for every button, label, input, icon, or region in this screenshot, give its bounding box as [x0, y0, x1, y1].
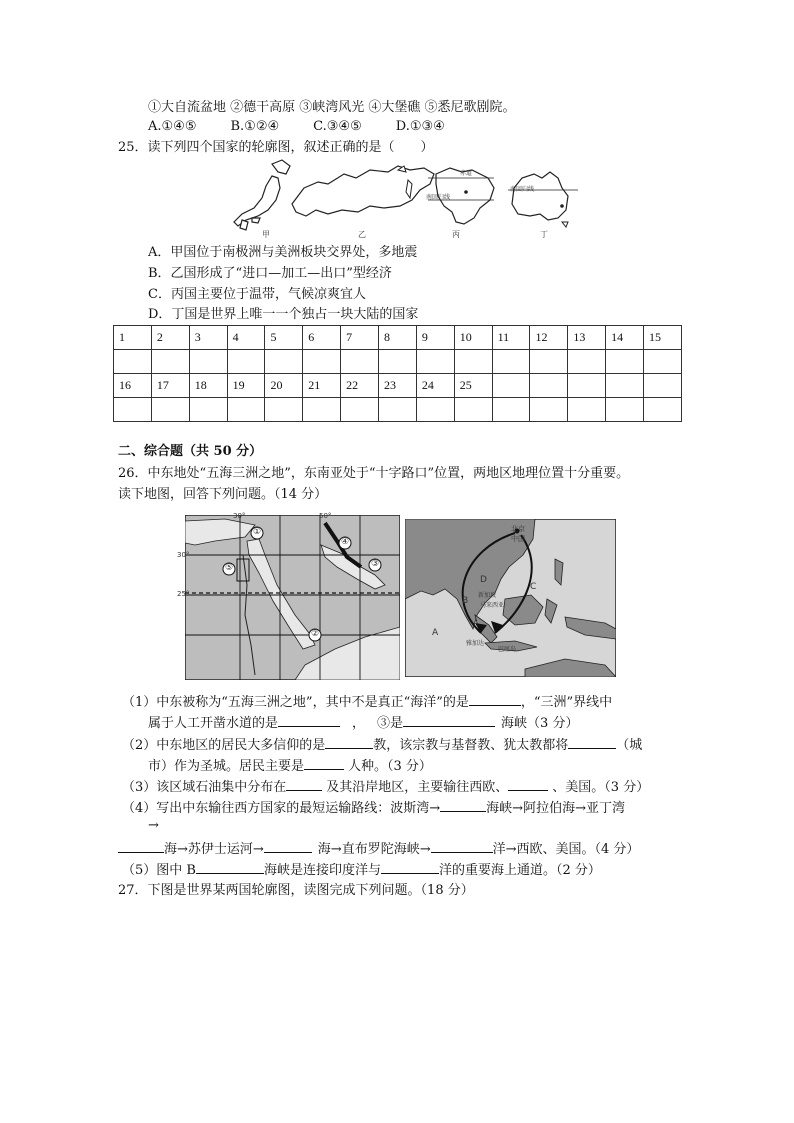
- cell-num: 9: [416, 326, 454, 350]
- answer-cell[interactable]: [114, 350, 152, 374]
- answer-cell[interactable]: [151, 350, 189, 374]
- cell-num: 4: [227, 326, 265, 350]
- cell-num: 2: [151, 326, 189, 350]
- cell-num: [606, 374, 644, 398]
- answer-cell[interactable]: [189, 398, 227, 422]
- answer-cell[interactable]: [568, 350, 606, 374]
- q24-choice-b: B.①②④: [230, 119, 280, 134]
- answer-cell[interactable]: [341, 398, 379, 422]
- answer-cell[interactable]: [416, 350, 454, 374]
- label-d: D: [480, 575, 487, 585]
- lon-label-50: 50°: [319, 512, 332, 520]
- q26-sub5-text-a: （5）图中 B: [122, 863, 196, 878]
- cell-num: [492, 374, 530, 398]
- q26-sub4-line2: [118, 839, 639, 859]
- answer-table: [113, 325, 682, 422]
- middle-east-map: [185, 515, 400, 680]
- cell-num: 1: [114, 326, 152, 350]
- label-jakarta: 雅加达: [466, 640, 485, 647]
- answer-cell: [644, 398, 682, 422]
- lat-label-30: 30°: [177, 551, 190, 559]
- answer-cell[interactable]: [265, 398, 303, 422]
- answer-cell[interactable]: [341, 350, 379, 374]
- answer-cell: [492, 398, 530, 422]
- cell-num: 20: [265, 374, 303, 398]
- q24-options-line: ①大自流盆地 ②德干高原 ③峡湾风光 ④大堡礁 ⑤悉尼歌剧院。: [148, 100, 516, 115]
- blank-not-true-ocean[interactable]: [469, 692, 521, 706]
- q26-sub1-text-f: 海峡（3 分）: [501, 716, 579, 731]
- q26-sub3-line: [122, 777, 649, 797]
- answer-cell[interactable]: [530, 350, 568, 374]
- q26-sub2-text-d: 市）作为圣城。居民主要是: [148, 759, 305, 774]
- blank-strait-3[interactable]: [403, 713, 495, 727]
- marker-4: ④: [341, 537, 350, 547]
- cell-num: [644, 374, 682, 398]
- blank-sea-2[interactable]: [264, 839, 312, 853]
- answer-cell[interactable]: [379, 398, 417, 422]
- lon-label-30: 30°: [233, 512, 246, 520]
- answer-cell[interactable]: [454, 398, 492, 422]
- lat-label-25: 25°: [177, 590, 190, 598]
- cell-num: 10: [454, 326, 492, 350]
- q26-sub1-text-a: （1）中东被称为“五海三洲之地”，其中不是真正“海洋”的是: [122, 695, 469, 710]
- cell-num: 21: [303, 374, 341, 398]
- cell-num: 25: [454, 374, 492, 398]
- q27-stem: 27．下图是世界某两国轮廓图，读图完成下列问题。（18 分）: [118, 883, 474, 898]
- q26-sub4-text-a: （4）写出中东输往西方国家的最短运输路线：波斯湾→: [122, 801, 441, 816]
- cell-num: 7: [341, 326, 379, 350]
- cell-num: 15: [644, 326, 682, 350]
- q26-sub1-text-b: ，“三洲”界线中: [520, 695, 613, 710]
- q26-stem-line2: 读下地图，回答下列问题。（14 分）: [118, 487, 328, 502]
- q26-sub2-line1: [122, 735, 642, 755]
- map-label-yi: 乙: [358, 230, 366, 239]
- blank-religion[interactable]: [325, 735, 373, 749]
- q25-stem: 25．读下列四个国家的轮廓图，叙述正确的是（ ）: [118, 140, 434, 155]
- q26-sub3-text-a: （3）该区域石油集中分布在: [122, 780, 287, 795]
- answer-cell: [530, 398, 568, 422]
- label-bali: 巴厘岛: [498, 646, 517, 653]
- cell-num: 16: [114, 374, 152, 398]
- cell-num: 24: [416, 374, 454, 398]
- blank-artificial-waterway[interactable]: [278, 713, 340, 727]
- blank-strait-b[interactable]: [196, 860, 264, 874]
- cell-num: 22: [341, 374, 379, 398]
- blank-ocean-route[interactable]: [431, 839, 493, 853]
- answer-cell[interactable]: [227, 398, 265, 422]
- blank-ocean-b[interactable]: [381, 860, 439, 874]
- q26-sub2-text-c: （城: [616, 738, 643, 753]
- map-label-jia: 甲: [262, 230, 270, 239]
- answer-table-blank-row-1: [114, 350, 682, 374]
- answer-cell: [568, 398, 606, 422]
- answer-cell[interactable]: [606, 350, 644, 374]
- cell-num: [568, 374, 606, 398]
- q26-sub3-text-b: 及其沿岸地区，主要输往西欧、: [326, 780, 509, 795]
- australia-tropic-label: 南回归线: [510, 186, 535, 193]
- cell-num: 13: [568, 326, 606, 350]
- blank-holy-city[interactable]: [568, 735, 616, 749]
- q26-sub5-text-c: 洋的重要海上通道。（2 分）: [438, 863, 601, 878]
- cell-num: 11: [492, 326, 530, 350]
- cell-num: 8: [379, 326, 417, 350]
- q26-sub4-text-c: 海→苏伊士运河→: [164, 842, 264, 857]
- brazil-tropic-label: 南回归线: [426, 194, 451, 201]
- q25-option-d: D．丁国是世界上唯一一个独占一块大陆的国家: [148, 307, 419, 322]
- q24-choice-d: D.①③④: [395, 119, 445, 134]
- answer-table-number-row-2: [114, 374, 682, 398]
- q26-sub2-text-e: 人种。（3 分）: [348, 759, 432, 774]
- q26-sub2-text-b: 教，该宗教与基督教、犹太教都将: [373, 738, 569, 753]
- q26-sub1-text-d: ，: [352, 716, 366, 731]
- q26-stem-line1: 26．中东地处“五海三洲之地”，东南亚处于“十字路口”位置，两地区地理位置十分重要。: [118, 466, 630, 481]
- answer-table-blank-row-2: [114, 398, 682, 422]
- blank-race[interactable]: [304, 756, 344, 770]
- cell-num: 12: [530, 326, 568, 350]
- answer-cell[interactable]: [114, 398, 152, 422]
- marker-2: ②: [311, 629, 320, 639]
- label-c: C: [530, 582, 537, 592]
- cell-num: 5: [265, 326, 303, 350]
- map-ding-australia: [508, 172, 578, 227]
- answer-cell[interactable]: [379, 350, 417, 374]
- map-jia-japan: [234, 160, 290, 230]
- answer-cell[interactable]: [151, 398, 189, 422]
- map-label-ding: 丁: [540, 230, 548, 239]
- label-singapore: 新加坡: [478, 592, 497, 599]
- cell-num: 14: [606, 326, 644, 350]
- answer-table-number-row-1: [114, 326, 682, 350]
- section2-title: 二、综合题（共 50 分）: [118, 444, 263, 459]
- label-beijing: 北京: [511, 525, 525, 533]
- q26-sub5-text-b: 海峡是连接印度洋与: [263, 863, 381, 878]
- q25-option-a: A．甲国位于南极洲与美洲板块交界处，多地震: [148, 245, 418, 260]
- q25-option-b: B．乙国形成了“进口—加工—出口”型经济: [148, 266, 392, 281]
- q26-sub3-text-c: 、美国。（3 分）: [552, 780, 650, 795]
- blank-sea-1[interactable]: [118, 839, 164, 853]
- map-label-bing: 丙: [452, 230, 460, 239]
- cell-num: 18: [189, 374, 227, 398]
- cell-num: [530, 374, 568, 398]
- q26-sub1-line2: [148, 713, 578, 733]
- marker-5: ⑤: [225, 563, 234, 573]
- blank-strait-route[interactable]: [440, 798, 486, 812]
- cell-num: 23: [379, 374, 417, 398]
- answer-cell[interactable]: [265, 350, 303, 374]
- q26-sub1-line1: [122, 692, 612, 712]
- blank-oil-location[interactable]: [286, 777, 322, 791]
- q26-sub1-text-c: 属于人工开凿水道的是: [148, 716, 279, 731]
- q25-option-c: C．丙国主要位于温带，气候凉爽宜人: [148, 287, 366, 302]
- country-outline-maps: [232, 158, 584, 242]
- answer-cell[interactable]: [416, 398, 454, 422]
- label-malaysia: 马来西亚: [480, 602, 505, 609]
- q26-sub4-text-d: 海→直布罗陀海峡→: [317, 842, 431, 857]
- q26-sub5-line: [122, 860, 601, 880]
- label-a: A: [432, 628, 439, 638]
- map-yi-russia: [292, 166, 434, 216]
- answer-cell[interactable]: [454, 350, 492, 374]
- answer-cell[interactable]: [189, 350, 227, 374]
- q24-choice-c: C.③④⑤: [313, 119, 362, 134]
- label-china: 中国: [511, 535, 525, 543]
- q26-sub2-line2: [148, 756, 432, 776]
- answer-cell[interactable]: [303, 398, 341, 422]
- cell-num: 17: [151, 374, 189, 398]
- cell-num: 6: [303, 326, 341, 350]
- q26-sub1-text-e: ③是: [377, 716, 404, 731]
- answer-cell[interactable]: [227, 350, 265, 374]
- answer-cell[interactable]: [492, 350, 530, 374]
- q24-choices: [148, 118, 445, 136]
- q26-sub4-text-e: 洋→西欧、美国。（4 分）: [492, 842, 640, 857]
- blank-oil-export[interactable]: [508, 777, 548, 791]
- cell-num: 19: [227, 374, 265, 398]
- cell-num: 3: [189, 326, 227, 350]
- q24-choice-a: A.①④⑤: [148, 119, 197, 134]
- answer-cell[interactable]: [644, 350, 682, 374]
- answer-cell: [606, 398, 644, 422]
- label-b: B: [462, 596, 469, 606]
- brazil-equator-label: 赤道: [460, 170, 473, 177]
- q26-sub2-text-a: （2）中东地区的居民大多信仰的是: [122, 738, 326, 753]
- q26-sub4-line1: [122, 798, 625, 818]
- marker-1: ①: [253, 527, 262, 537]
- answer-cell[interactable]: [303, 350, 341, 374]
- marker-3: ③: [371, 559, 380, 569]
- q26-sub4-arrow: →: [148, 818, 159, 833]
- q26-sub4-text-b: 海峡→阿拉伯海→亚丁湾: [486, 801, 625, 816]
